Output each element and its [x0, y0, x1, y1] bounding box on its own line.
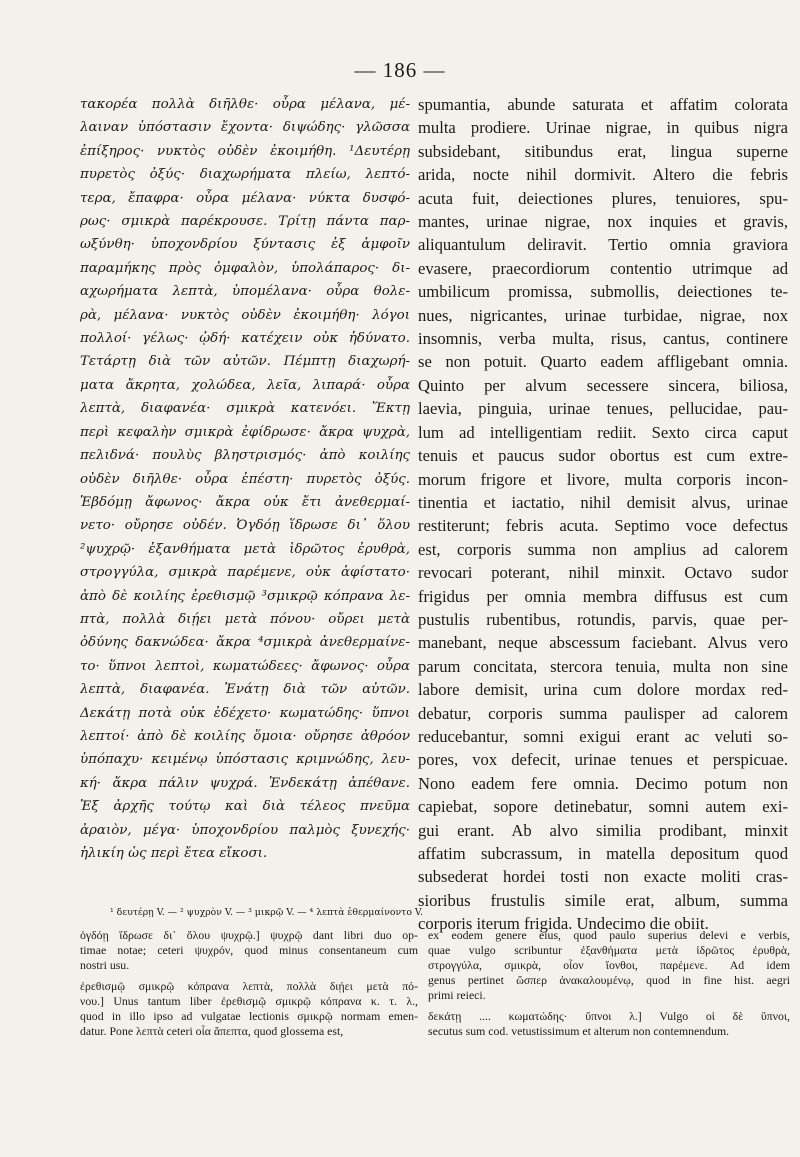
- greek-text-line: ²ψυχρῷ· ἐξανθήματα μετὰ ἱδρῶτος ἐρυθρὰ,: [80, 541, 410, 557]
- latin-text-line: acuta fuit, deiectiones plures, tenuiores, spu-: [418, 188, 788, 208]
- latin-text-line: revocari poterant, nihil minxit. Octavo sudor: [418, 563, 788, 583]
- greek-text-line: ἀραιὸν, μέγα· ὑποχονδρίου παλμὸς ξυνεχής·: [80, 822, 410, 838]
- latin-text-line: tinentia et iactatio, nihil demisit alvus, urinae: [418, 492, 788, 512]
- note-line: nostri usu.: [80, 958, 130, 972]
- latin-text-line: pustulis rubentibus, rotundis, parvis, quae per-: [418, 609, 788, 629]
- greek-text-line: ματα ἄκρητα, χολώδεα, λεῖα, λιπαρά· οὖρα: [80, 377, 410, 393]
- latin-text-line: multa prodiere. Urinae nigrae, in quibus nigra: [418, 118, 788, 138]
- greek-text-line: ἡλικίη ὡς περὶ ἔτεα εἴκοσι.: [80, 846, 268, 861]
- latin-text-line: capiebat, sopore detinebatur, somni autem exi-: [418, 797, 788, 817]
- latin-text-line: sioribus frustulis simile erat, album, summa: [418, 890, 788, 910]
- latin-text-line: reducebantur, somni exigui erant ac veluti so-: [418, 726, 788, 746]
- note-line: quae vulgo scribuntur ἐξανθήματα μετὰ ἱδρῶτος ἐρυθρὰ,: [428, 943, 790, 957]
- latin-text-line: est, corporis summa non amplius ad calorem: [418, 539, 788, 559]
- latin-text-line: umbilicum promissa, submollis, deiectiones te-: [418, 282, 788, 302]
- greek-text-line: ρως· σμικρὰ παρέκρουσε. Τρίτῃ πάντα παρ-: [80, 214, 410, 230]
- latin-text-line: Nono eadem fere omnia. Decimo potum non: [418, 773, 788, 793]
- greek-text-line: Τετάρτῃ διὰ τῶν αὐτῶν. Πέμπτῃ διαχωρή-: [80, 354, 410, 370]
- latin-text-line: gui erant. Ab alvo similia prodibant, minxit: [418, 820, 788, 840]
- note-line: secutus sum cod. vetustissimum et alterum non contemnendum.: [428, 1024, 730, 1038]
- latin-text-line: restiterunt; febris acuta. Septimo voce defectus: [418, 516, 788, 536]
- greek-text-line: πολλοί· γέλως· ᾠδή· κατέχειν οὐκ ἠδύνατο.: [80, 331, 410, 347]
- latin-text-line: insomnis, verba multa, risus, cantus, continere: [418, 329, 788, 349]
- critical-notes-left: [80, 928, 418, 1039]
- latin-text-line: subsidebant, sitibundus erat, lingua superne: [418, 141, 788, 161]
- greek-text-line: το· ὕπνοι λεπτοὶ, κωματώδεες· ἄφωνος· οὖρα: [80, 658, 410, 674]
- greek-text-line: ἀπὸ δὲ κοιλίης ἐρεθισμῷ ³σμικρῷ κόπρανα λε-: [80, 588, 410, 604]
- latin-text-line: Quinto per alvum secessere sincera, biliosa,: [418, 375, 788, 395]
- latin-text-line: labore demisit, urina cum dolore mordax red-: [418, 680, 788, 700]
- greek-text-line: πτὰ, πολλὰ διῄει μετὰ πόνου· οὔρει μετὰ: [80, 611, 410, 627]
- latin-text-line: corporis iterum frigida. Undecimo die obiit.: [418, 914, 709, 934]
- latin-text-line: manebant, neque abscessum faciebant. Alvus vero: [418, 633, 788, 653]
- greek-text-line: ωξύνθη· ὑποχονδρίου ξύντασις ἐξ ἀμφοῖν: [80, 237, 410, 253]
- page-number: — 186 —: [354, 58, 446, 82]
- greek-text-line: κή· ἄκρα πάλιν ψυχρά. Ἑνδεκάτῃ ἀπέθανε.: [80, 775, 410, 791]
- note-line: datur. Pone λεπτὰ ceteri οἷα ἄπεπτα, quod glossema est,: [80, 1024, 344, 1038]
- greek-text-line: ἐπίξηρος· νυκτὸς οὐδὲν ἐκοιμήθη. ¹Δευτέρῃ: [80, 143, 410, 159]
- greek-text-line: οὐδὲν διῆλθε· οὖρα ἐπέστη· πυρετὸς ὀξύς.: [80, 471, 410, 487]
- latin-text-line: mantes, urinae nigrae, nox inquies et gravis,: [418, 212, 788, 232]
- latin-text-line: aliquantulum deliravit. Tertio omnia graviora: [418, 235, 788, 255]
- latin-text-line: lum ad intelligentiam rediit. Sexto circa caput: [418, 422, 788, 442]
- latin-text-line: affatim subcrassum, in matella depositum quod: [418, 844, 788, 863]
- latin-text-line: nues, nigricantes, urinae turbidae, nigrae, nox: [418, 305, 788, 325]
- latin-text-line: debatur, corporis summa paulisper ad calorem: [418, 703, 788, 723]
- greek-text-line: πυρετὸς ὀξύς· διαχωρήματα πλείω, λεπτό-: [80, 167, 410, 183]
- greek-text-line: λεπτὰ, διαφανέα· σμικρὰ κατενόει. Ἕκτῃ: [80, 401, 410, 417]
- greek-text-line: αχωρήματα λεπτὰ, ὑπομέλανα· οὖρα θολε-: [80, 284, 410, 300]
- latin-text-line: frigidus per omnia membra diffusus est cum: [418, 586, 788, 606]
- latin-text-line: laevia, pinguia, urinae tenues, pellucidae, pau-: [418, 399, 788, 419]
- note-line: ex eodem genere eius, quod paulo superius delevi e verbis,: [428, 928, 790, 942]
- latin-text-line: evasere, praecordiorum contentio utrimque ad: [418, 258, 788, 278]
- greek-text-line: Ἑβδόμῃ ἄφωνος· ἄκρα οὐκ ἔτι ἀνεθερμαί-: [80, 494, 410, 510]
- greek-text-line: λεπτὰ, διαφανέα. Ἐνάτῃ διὰ τῶν αὐτῶν.: [80, 682, 410, 698]
- latin-text-line: tenuis et paucus sudor obortus est cum extre-: [418, 446, 788, 466]
- greek-text-line: ὑπόπαχυ· κειμένῳ ὑπόστασις κριμνώδης, λευ-: [80, 752, 410, 768]
- latin-text-line: morum frigore et livore, multa corporis incon-: [418, 469, 788, 489]
- greek-text-line: Ἐξ ἀρχῆς τούτῳ καὶ διὰ τέλεος πνεῦμα: [80, 799, 410, 815]
- greek-text-line: ὀδύνης δακνώδεα· ἄκρα ⁴σμικρὰ ἀνεθερμαίνε-: [80, 635, 410, 651]
- latin-text-line: spumantia, abunde saturata et affatim colorata: [418, 95, 788, 114]
- greek-text-line: τακορέα πολλὰ διῆλθε· οὖρα μέλανα, μέ-: [80, 97, 410, 112]
- latin-text-line: pores, vox defecit, urinae tenues et perspicuae.: [418, 750, 788, 770]
- variant-readings-footnote: ¹ δευτέρῃ V. — ² ψυχρὸν V. — ³ μικρῷ V. — ⁴ λεπτὰ ἐθερμαίνοντο V.: [110, 907, 423, 918]
- greek-text-column: [80, 93, 410, 865]
- latin-text-line: arida, nocte nihil dormivit. Altero die febris: [418, 165, 788, 185]
- latin-text-line: parum concitata, stercora tenuia, multa non sine: [418, 656, 788, 676]
- note-line: ὀγδόῃ ἵδρωσε δι᾽ ὅλου ψυχρῷ.] ψυχρῷ dant libri duo op-: [80, 928, 418, 942]
- latin-text-line: subsederat hordei tosti non exacte moliti cras-: [418, 867, 788, 887]
- greek-text-line: τερα, ἔπαφρα· οὖρα μέλανα· νύκτα δυσφό-: [80, 190, 410, 206]
- greek-text-line: ρὰ, μέλανα· νυκτὸς οὐδὲν ἐκοιμήθη· λόγοι: [80, 307, 410, 323]
- greek-text-line: Δεκάτῃ ποτὰ οὐκ ἐδέχετο· κωματώδης· ὕπνοι: [80, 705, 410, 721]
- note-line: στρογγύλα, σμικρὰ, οἷον ἴονθοι, παρέμενε. Ad idem: [428, 958, 790, 972]
- note-line: ἐρεθισμῷ σμικρῷ κόπρανα λεπτὰ, πολλὰ διῄει μετὰ πό-: [80, 979, 418, 993]
- greek-text-line: περὶ κεφαλὴν σμικρὰ ἐφίδρωσε· ἄκρα ψυχρὰ,: [80, 424, 410, 440]
- note-line: genus pertinet ὥσπερ ἀνακαλουμένῳ, quod in fine hist. aegri: [428, 973, 790, 987]
- note-line: primi reieci.: [428, 988, 486, 1002]
- critical-notes-right: [428, 928, 790, 1039]
- greek-text-line: λεπτοί· ἀπὸ δὲ κοιλίης ὅμοια· οὔρησε ἀθρόον: [80, 728, 410, 744]
- greek-text-line: παραμήκης πρὸς ὀμφαλὸν, ὑπολάπαρος· δι-: [80, 260, 410, 276]
- greek-text-line: πελιδνά· πουλὺς βληστρισμός· ἀπὸ κοιλίης: [80, 448, 410, 464]
- greek-text-line: λαιναν ὑπόστασιν ἔχοντα· διψώδης· γλῶσσα: [80, 120, 410, 136]
- greek-text-line: στρογγύλα, σμικρὰ παρέμενε, οὐκ ἀφίστατο·: [80, 565, 410, 581]
- note-line: νου.] Unus tantum liber ἐρεθισμῷ σμικρῷ κόπρανα κ. τ. λ.,: [80, 994, 418, 1008]
- latin-translation-column: [418, 93, 788, 936]
- greek-text-line: νετο· οὔρησε οὐδέν. Ὀγδόῃ ἵδρωσε δι᾽ ὅλου: [80, 518, 410, 534]
- note-line: quod in illo ipso ad vulgatae lectionis σμικρῷ normam emen-: [80, 1009, 418, 1023]
- latin-text-line: se non potuit. Quarto eadem affligebant omnia.: [418, 352, 788, 372]
- note-line: δεκάτῃ .... κωματώδης· ὕπνοι λ.] Vulgo οἱ δὲ ὕπνοι,: [428, 1009, 790, 1023]
- note-line: timae notae; ceteri ψυχρόν, quod minus consentaneum cum: [80, 943, 418, 957]
